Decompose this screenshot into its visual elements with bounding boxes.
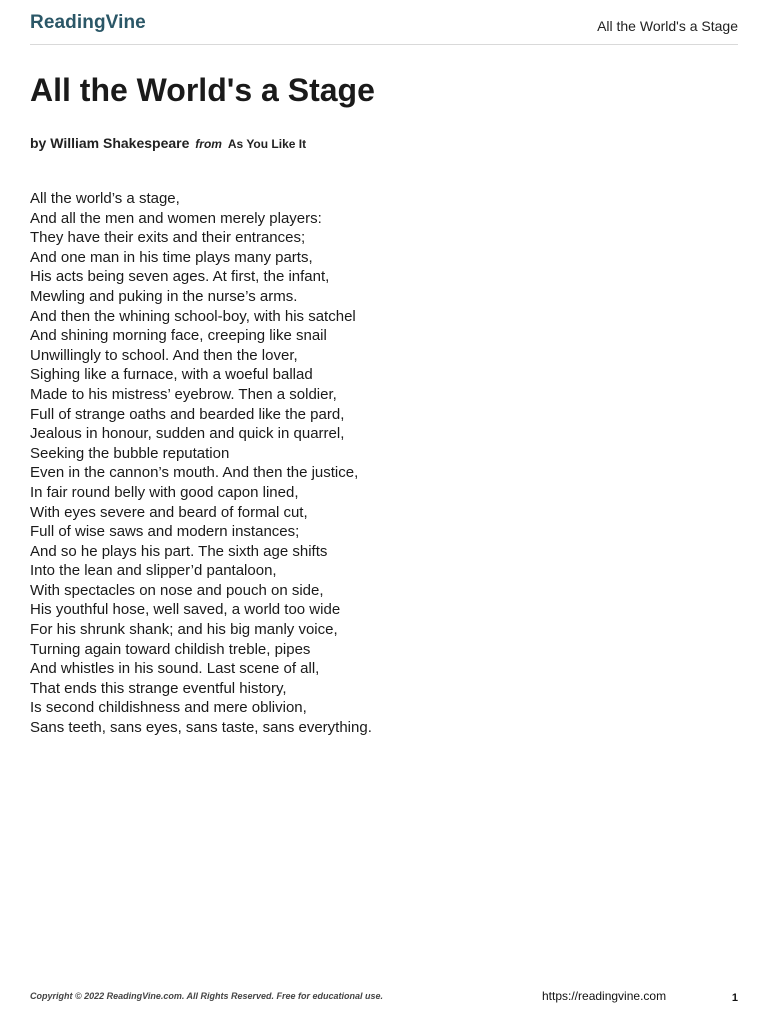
poem-line: For his shrunk shank; and his big manly voice, <box>30 621 338 639</box>
brand-logo: ReadingVine <box>30 12 146 33</box>
poem-line: Turning again toward childish treble, pipes <box>30 640 311 658</box>
header-title: All the World's a Stage <box>597 18 738 34</box>
poem-line: With spectacles on nose and pouch on side, <box>30 581 324 599</box>
page-number: 1 <box>731 992 738 1004</box>
poem-line: With eyes severe and beard of formal cut, <box>30 503 308 521</box>
byline <box>30 134 306 153</box>
poem-line: Made to his mistress’ eyebrow. Then a soldier, <box>30 385 337 403</box>
poem-line: And one man in his time plays many parts, <box>30 248 313 266</box>
poem-line: They have their exits and their entrances; <box>30 229 306 247</box>
poem-line: And then the whining school-boy, with his satchel <box>30 307 356 325</box>
poem-line: All the world’s a stage, <box>30 190 180 207</box>
from-label: from <box>195 137 222 151</box>
poem-line: And all the men and women merely players: <box>30 209 322 227</box>
poem-line: Even in the cannon’s mouth. And then the justice, <box>30 464 359 482</box>
page-footer <box>30 988 738 1008</box>
poem-line: And shining morning face, creeping like snail <box>30 327 327 345</box>
poem-body <box>30 189 730 738</box>
poem-line: Full of wise saws and modern instances; <box>30 523 300 541</box>
poem-line: Full of strange oaths and bearded like the pard, <box>30 405 345 423</box>
poem-line: Sans teeth, sans eyes, sans taste, sans everything. <box>30 719 372 737</box>
poem-line: Is second childishness and mere oblivion, <box>30 699 307 717</box>
poem-line: Into the lean and slipper’d pantaloon, <box>30 562 277 580</box>
copyright-notice: Copyright © 2022 ReadingVine.com. All Rights Reserved. Free for educational use. <box>30 991 384 1001</box>
poem-line: Sighing like a furnace, with a woeful ballad <box>30 366 313 384</box>
source-work: As You Like It <box>227 137 307 151</box>
poem-line: Mewling and puking in the nurse’s arms. <box>30 287 298 305</box>
poem-line: And so he plays his part. The sixth age shifts <box>30 542 328 560</box>
poem-line: That ends this strange eventful history, <box>30 679 287 697</box>
poem-line: Jealous in honour, sudden and quick in quarrel, <box>30 425 345 443</box>
page-title: All the World's a Stage <box>30 72 375 108</box>
site-url: https://readingvine.com <box>542 989 667 1003</box>
poem-line: Seeking the bubble reputation <box>30 444 230 462</box>
poem-line: Unwillingly to school. And then the lover, <box>30 346 298 364</box>
page-header <box>30 10 738 45</box>
poem-line: His youthful hose, well saved, a world too wide <box>30 601 341 619</box>
poem-line: In fair round belly with good capon lined, <box>30 483 299 501</box>
author-line: by William Shakespeare <box>30 135 190 151</box>
poem-line: And whistles in his sound. Last scene of all, <box>30 660 320 678</box>
poem-line: His acts being seven ages. At first, the infant, <box>30 268 330 286</box>
